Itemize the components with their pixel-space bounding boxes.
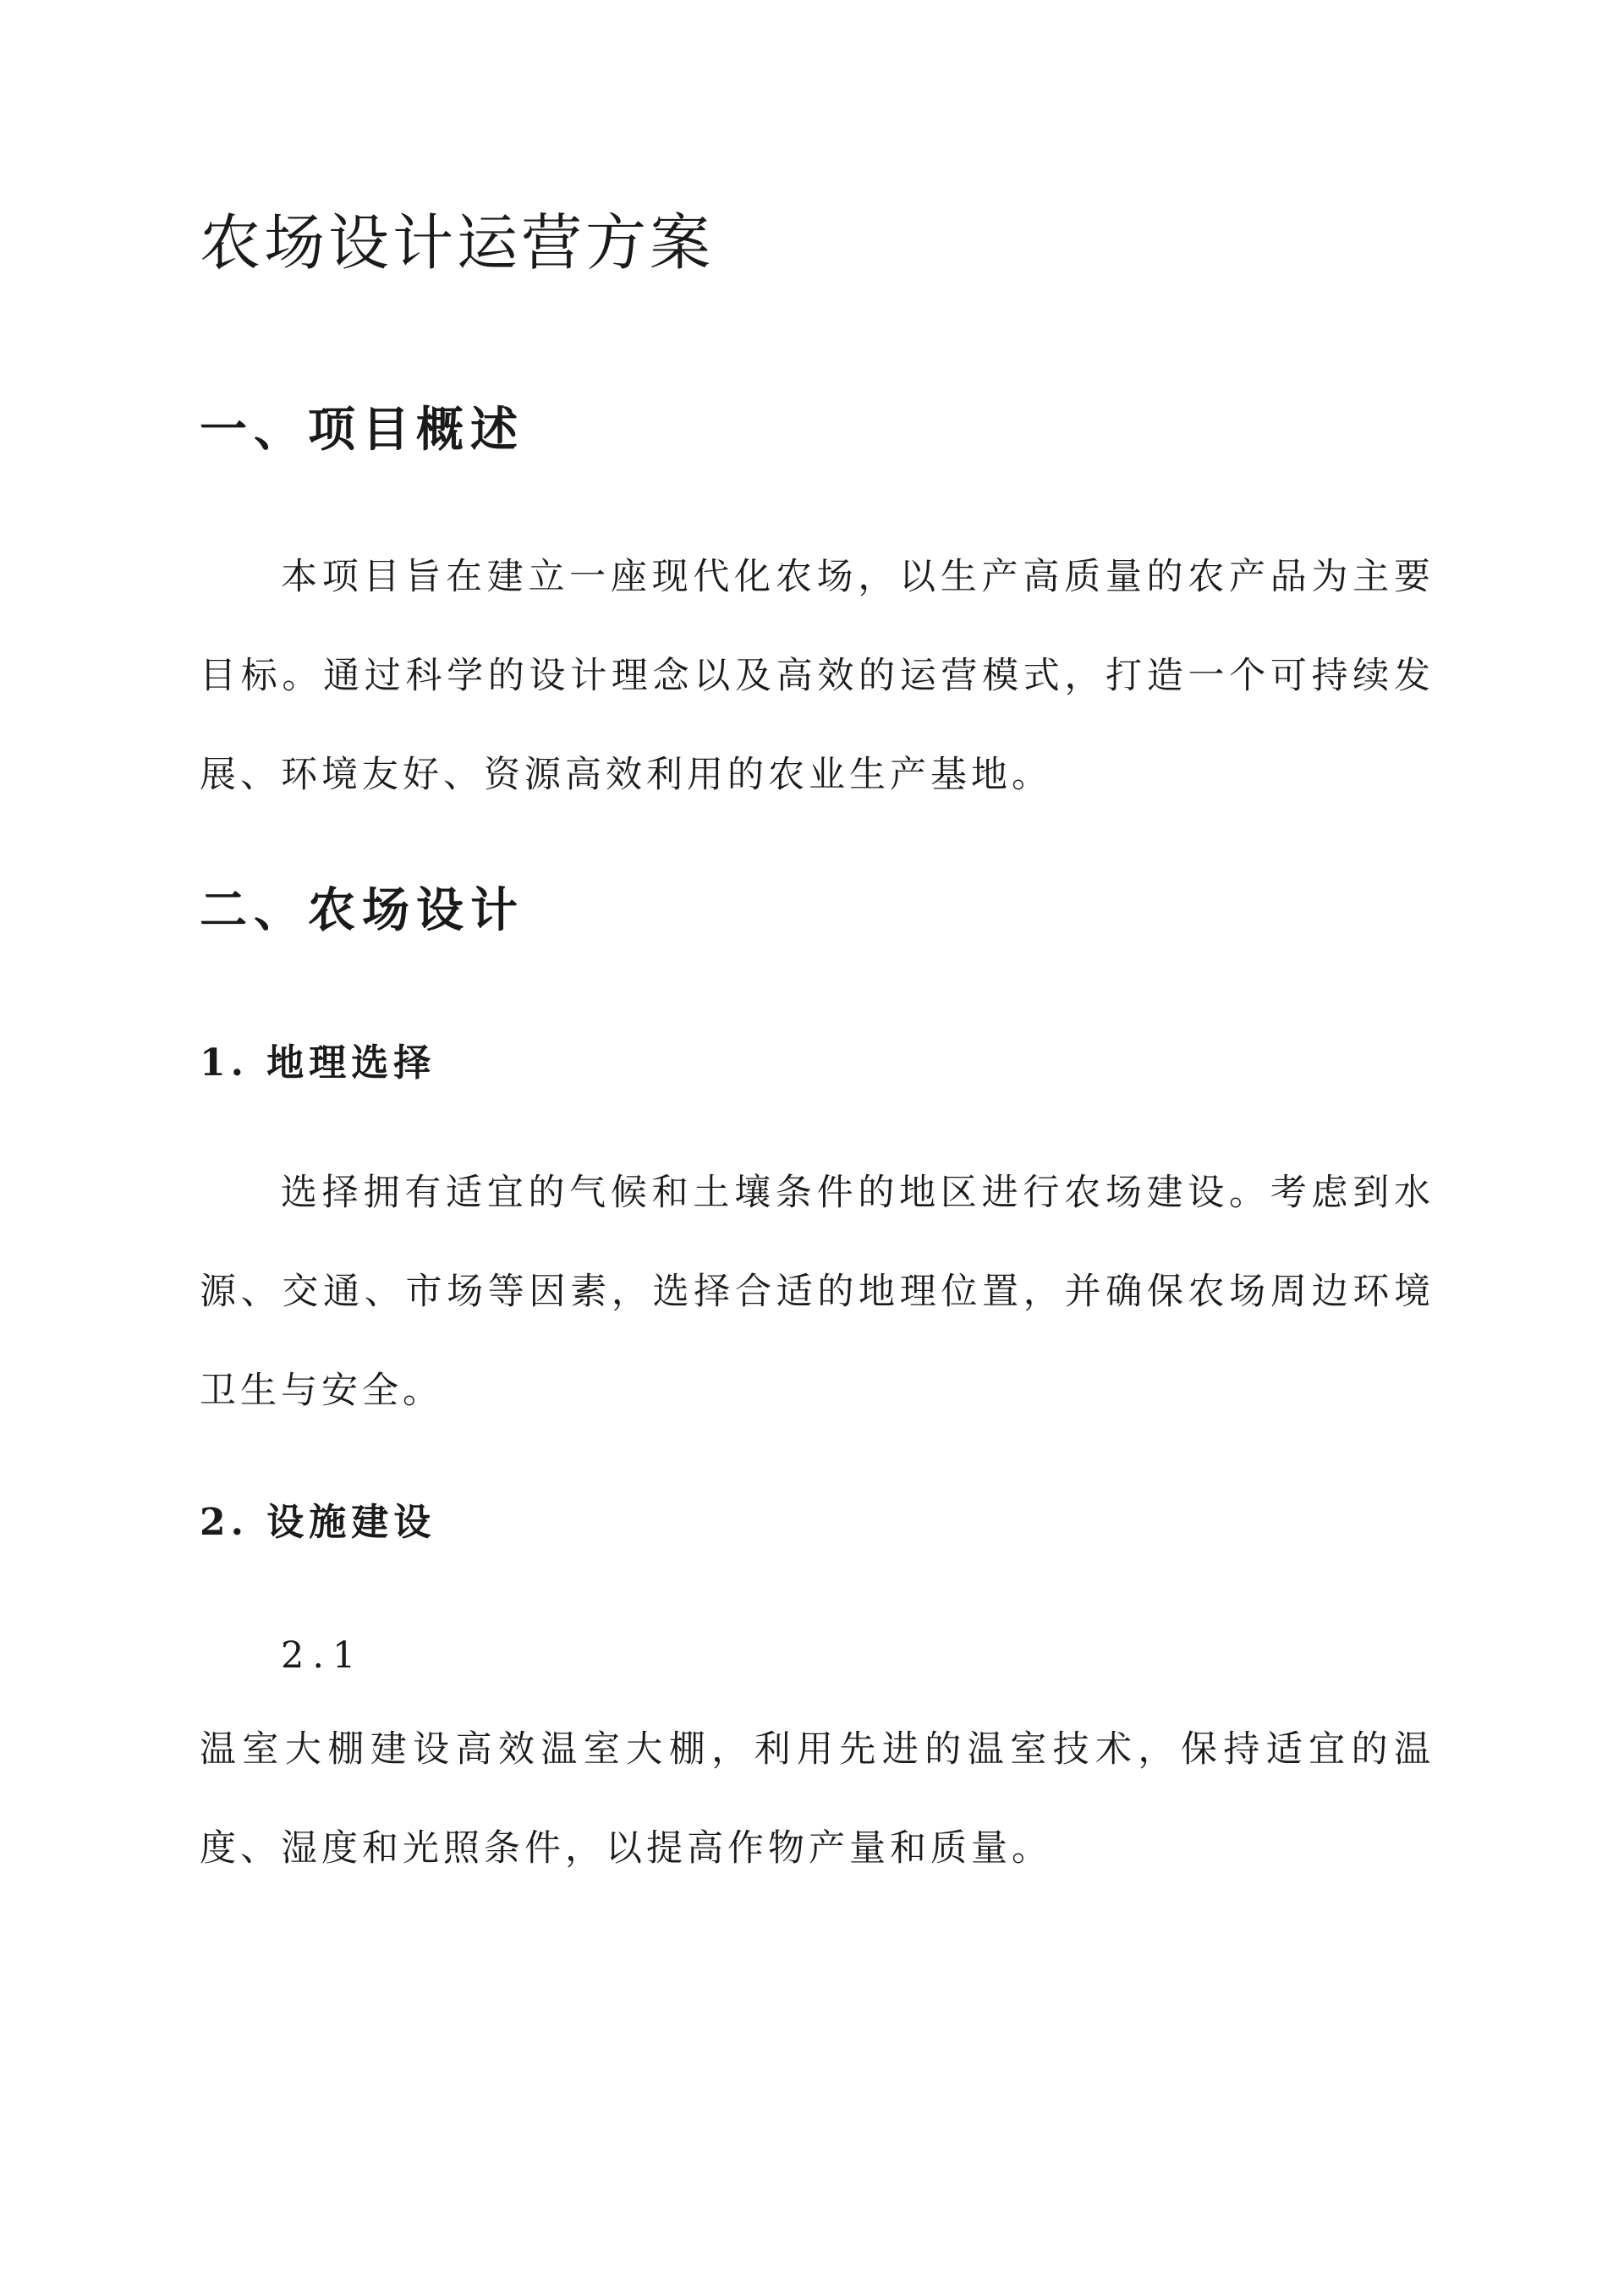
overview-paragraph: 本项目旨在建立一座现代化农场，以生产高质量的农产品为主要目标。通过科学的设计理念以及高效的运营模式，打造一个可持续发展、环境友好、资源高效利用的农业生产基地。 bbox=[200, 556, 1435, 796]
document-title: 农场设计运营方案 bbox=[200, 207, 715, 278]
section-heading-farm-design: 二、农场设计 bbox=[200, 882, 524, 938]
item-number: 2.1 bbox=[281, 1634, 365, 1677]
location-paragraph: 选择拥有适宜的气候和土壤条件的地区进行农场建设。考虑到水源、交通、市场等因素，选择合适的地理位置，并确保农场周边环境卫生与安全。 bbox=[200, 1172, 1435, 1412]
subsection-heading-location: 1. 地理选择 bbox=[200, 1041, 436, 1085]
subsection-heading-facilities: 2. 设施建设 bbox=[200, 1501, 436, 1544]
greenhouse-paragraph: 温室大棚建设高效温室大棚，利用先进的温室技术，保持适宜的温度、湿度和光照条件，以提高作物产量和质量。 bbox=[200, 1728, 1435, 1870]
section-heading-overview: 一、项目概述 bbox=[200, 402, 524, 458]
